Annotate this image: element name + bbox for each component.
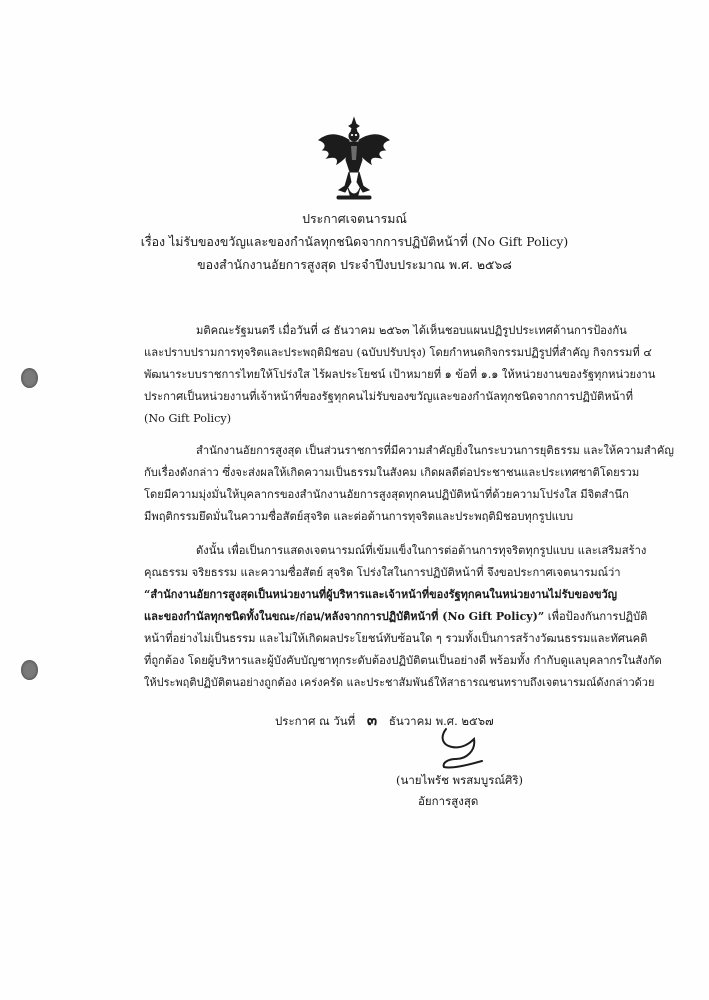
announcement-month-year: ธันวาคม พ.ศ. ๒๕๖๗	[388, 714, 494, 728]
paragraph3-line: ดังนั้น เพื่อเป็นการแสดงเจตนารมณ์ที่เข้มแข็งในการต่อต้านการทุจริตทุกรูปแบบ และเสริมสร้าง	[196, 544, 647, 557]
garuda-emblem-icon	[315, 116, 393, 202]
policy-quote-line: “สำนักงานอัยการสูงสุดเป็นหน่วยงานที่ผู้บริหารและเจ้าหน้าที่ของรัฐทุกคนในหน่วยงานไม่รับของขวัญ	[144, 588, 618, 601]
policy-quote-line: และของกำนัลทุกชนิดทั้งในขณะ/ก่อน/หลังจากการปฏิบัติหน้าที่ (No Gift Policy)”	[144, 610, 545, 623]
document-subject: เรื่อง ไม่รับของขวัญและของกำนัลทุกชนิดจากการปฏิบัติหน้าที่ (No Gift Policy)	[140, 234, 569, 249]
paragraph1-line: ประกาศเป็นหน่วยงานที่เจ้าหน้าที่ของรัฐทุกคนไม่รับของขวัญและของกำนัลทุกชนิดจากการปฏิบัติหน้าที่	[144, 390, 633, 403]
paragraph1-line: มติคณะรัฐมนตรี เมื่อวันที่ ๘ ธันวาคม ๒๕๖๓ ได้เห็นชอบแผนปฏิรูปประเทศด้านการป้องกัน	[196, 324, 627, 337]
signature-mark	[430, 725, 490, 775]
paragraph1-line: พัฒนาระบบราชการไทยให้โปร่งใส ไร้ผลประโยชน์ เป้าหมายที่ ๑ ข้อที่ ๑.๑ ให้หน่วยงานของรัฐทุกหน่วยงาน	[144, 368, 656, 381]
paragraph2-line: กับเรื่องดังกล่าว ซึ่งจะส่งผลให้เกิดความเป็นธรรมในสังคม เกิดผลดีต่อประชาชนและประเทศชาติโดยรวม	[144, 466, 640, 479]
signer-name: (นายไพรัช พรสมบูรณ์ศิริ)	[396, 773, 524, 787]
paragraph3-line: ให้ประพฤติปฏิบัติตนอย่างถูกต้อง เคร่งครัด และประชาสัมพันธ์ให้สาธารณชนทราบถึงเจตนารมณ์ดังกล่าวด้วย	[144, 676, 655, 689]
document-organization: ของสำนักงานอัยการสูงสุด ประจำปีงบประมาณ พ.ศ. ๒๕๖๘	[197, 257, 512, 272]
paragraph3-line: หน้าที่อย่างไม่เป็นธรรม และไม่ให้เกิดผลประโยชน์ทับซ้อนใด ๆ รวมทั้งเป็นการสร้างวัฒนธรรมและทัศนคติ	[144, 632, 648, 645]
signer-title: อัยการสูงสุด	[418, 794, 479, 808]
paragraph3-line	[144, 609, 647, 625]
paragraph3-text: เพื่อป้องกันการปฏิบัติ	[544, 610, 648, 623]
paragraph3-line: คุณธรรม จริยธรรม และความซื่อสัตย์ สุจริต โปร่งใสในการปฏิบัติหน้าที่ จึงขอประกาศเจตนารมณ์ว่า	[144, 566, 621, 579]
punch-hole-top	[21, 368, 38, 388]
paragraph3-line: ที่ถูกต้อง โดยผู้บริหารและผู้บังคับบัญชาทุกระดับต้องปฏิบัติตนเป็นอย่างดี พร้อมทั้ง กำกับดูแลบุคลากรในสังกัด	[144, 654, 662, 667]
punch-hole-bottom	[21, 660, 38, 680]
paragraph1-line: (No Gift Policy)	[144, 412, 232, 425]
paragraph2-line: มีพฤติกรรมยึดมั่นในความซื่อสัตย์สุจริต และต่อต้านการทุจริตและประพฤติมิชอบทุกรูปแบบ	[144, 510, 574, 523]
paragraph2-line: สำนักงานอัยการสูงสุด เป็นส่วนราชการที่มีความสำคัญยิ่งในกระบวนการยุติธรรม และให้ความสำคัญ	[196, 444, 674, 457]
announcement-day: ๓	[366, 711, 378, 729]
announcement-prefix: ประกาศ ณ วันที่	[275, 714, 356, 728]
document-title: ประกาศเจตนารมณ์	[302, 211, 407, 226]
paragraph1-line: และปราบปรามการทุจริตและประพฤติมิชอบ (ฉบับปรับปรุง) โดยกำหนดกิจกรรมปฏิรูปที่สำคัญ กิจกรรมที่ ๔	[144, 346, 652, 359]
paragraph2-line: โดยมีความมุ่งมั่นให้บุคลากรของสำนักงานอัยการสูงสุดทุกคนปฏิบัติหน้าที่ด้วยความโปร่งใส มีจิตสำนึก	[144, 488, 629, 501]
